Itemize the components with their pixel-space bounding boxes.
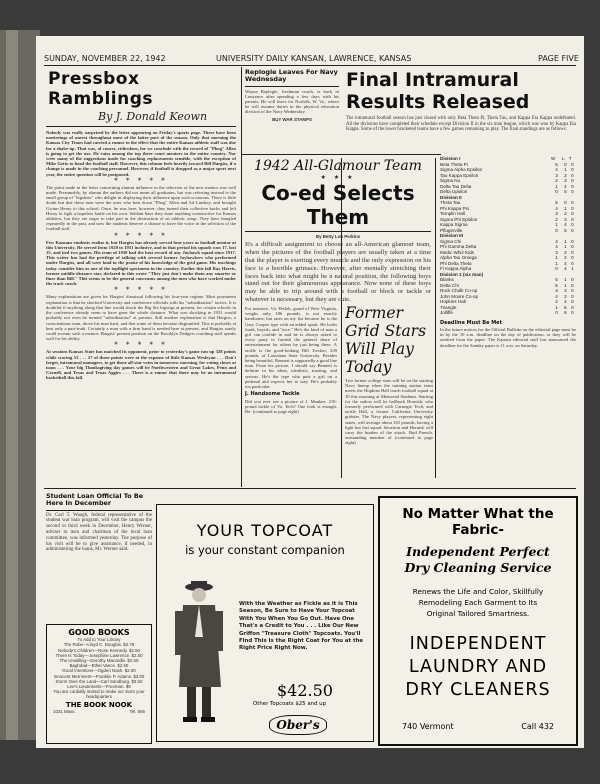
- standings-column: [440, 156, 576, 486]
- topcoat-other: Other Topcoats $25 and up: [253, 701, 327, 707]
- section-rule: [44, 488, 576, 489]
- separator-stars: * * * * *: [114, 176, 168, 185]
- obers-logo: Ober's: [269, 715, 327, 735]
- section-rule: [241, 154, 441, 155]
- book-listing: Lee's Lieutenants—Freeman. $5: [67, 684, 131, 690]
- glamour-text: Did you ever see a picture of J. Mankee, 210-pound tackle of Va. Tech? One look is enough. Be- (continued to page eight): [245, 398, 337, 415]
- glamour-kicker: 1942 All-Glamour Team: [254, 158, 422, 174]
- standings-row: John Moore Co-op 4 2 0: [440, 293, 574, 299]
- header-date: SUNDAY, NOVEMBER 22, 1942: [44, 54, 166, 63]
- separator-stars: * * * * *: [114, 231, 168, 240]
- topcoat-line1: YOUR TOPCOAT: [196, 521, 334, 540]
- standings-row: Kappa Sigma 1 4 0: [440, 222, 574, 227]
- deadline-headline: Deadline Must Be Met: [440, 319, 502, 326]
- standings-row: Fi Kappa Alpha 0 4 1: [440, 266, 574, 271]
- book-listing: Baghdad—Ethel Vance. $2.50: [69, 663, 129, 669]
- laundry-line1: No Matter What the Fabric-: [402, 506, 554, 538]
- book-listing: There Is Today—Josephine Lawrence. $2.50: [55, 652, 143, 658]
- books-list: [47, 642, 151, 699]
- separator-stars: * * * * *: [114, 341, 168, 350]
- intramural-intro: The intramural football season has just closed with only Beta Theta Pi, Theta Tau, and Kappa Eta Kappa undefeated. All the divisions have completed their schedule except Division II in the six man league, which was won by Kappa Eta Kappa. Some of the lower bracketed teams have a few games remaining to play. The final standings are as follows:: [346, 116, 576, 133]
- glamour-text: For instance, Vic Pesloh, guard of West Virginia, weighs only 186 pounds, is not exactly handsome, but rates on my list because he is the Gary Cooper type with an added spark. He looks frank, boyish, and "nice." He's the kind of man a girl can confide in and he is always asked to every party to furnish the general share of entertainment for others by just being there. A tackle is the good-looking Bill Trecker, 239 pounds, of Louisiana State University. Besides being beautiful, Bennett is supposedly a good line man. From his picture, I should say Bennett is definite in his ideas, idealistic, trusting, and serious. He's the type who puts a girl on a pedestal and expects her to stay. He's probably too particular.: [245, 306, 337, 390]
- separator-stars: * * * * *: [114, 286, 168, 295]
- books-store: THE BOOK NOOK: [65, 700, 133, 709]
- standings-row: Templin Hall 3 2 0: [440, 211, 574, 216]
- ramblings-paragraph: Few Kansans students realize it, but Hargiss has already served four years as football mentor at this University. He served from 1928 to 1931 inclusive, and in that period his squads won 17, lost 15, and tied two games. His team of 1930 had the best record of any Jayhawk squad since 1917. This writer has had the privilege of talking with several former Jayhawkers who performed under Hargiss, and all were loud in the praise of his knowledge of the grid game. His teachings today consider him as one of the topflight specimens in the country. Earlier this fall Ray Harris, former middle-distance star, declared in this wrote "They just don't make them any smarter or finer than Bill." This seems to be the general concensus among the men who have worked under the track coach.: [46, 239, 236, 287]
- standings-table: Division I W L T Beta Theta Pi 5 0 0 Sigma Alpha Epsilon 4 1 0 Tau Kappa Epsilon 3 2 0 Sigma Nu 2 3 0 Delta Tau Delta 1 4 0 Delta Upsilon 0 5 0 Division II Theta Tau 5 0 0 Phi Kappa Psi 4 1 0 Templin Hall 3 2 0 Sigma Phi Epsilon 2 3 0 Kappa Sigma 1 4 0 Pflugerville 0 5 0 Division III Sigma Chi 4 1 0 Phi Gamma Delta 4 1 0 Medic Whiz Kids 3 2 0 Alpha Tau Omega 1 2 0 Phi Delta Theta 1 4 0 Fi Kappa Alpha 0 4 1 Division 1 (six man) Blanks 5 1 0 Delta Chi 5 1 0 Rock Chalk Co-op 4 2 0 John Moore Co-op 4 2 0 Hopkins Hall 2 4 0 Triangle 1 5 0 Jolliffe 0 6 0: [440, 156, 576, 316]
- intramural-headline-block: [346, 69, 576, 153]
- standings-row: Hopkins Hall 2 4 0: [440, 299, 574, 304]
- topcoat-body: With the Weather as Fickle as it is This Season, Be Sure to Have Your Topcoat With You When You Go Out. Have One That's a Credit to You . . . Like Our New Griffon "Treasure Cloth" Topcoats. You'll Find This Is the Right Coat for You at the Right Price Right Now.: [239, 601, 364, 652]
- ramblings-rule: [46, 126, 236, 127]
- standings-row: Phi Delta Theta 1 4 0: [440, 260, 574, 266]
- replogle-body: Wayne Replogle, freshman coach, is back in Lawrence after spending a few days with his parents. He will leave for Norfolk, W. Va., where he will assume duties in the physical education division of the Navy Wednesday.: [245, 88, 339, 115]
- loan-headline: Student Loan Official To Be Here In December: [46, 493, 144, 508]
- book-listing: Nobody's Children—Rose Kennedy. $2.50: [57, 647, 141, 653]
- standings-row: Triangle 1 5 0: [440, 304, 574, 310]
- laundry-address: 740 Vermont: [402, 722, 454, 731]
- ramblings-byline: By J. Donald Keown: [98, 110, 208, 123]
- standings-row: Alpha Tau Omega 1 2 0: [440, 255, 574, 260]
- books-subtitle: To Add to Your Library: [77, 637, 121, 642]
- topcoat-ad: [156, 504, 374, 742]
- former-article: [345, 304, 433, 486]
- newspaper-page: [36, 36, 584, 748]
- standings-row: Sigma Alpha Epsilon 4 1 0: [440, 167, 574, 172]
- standings-row: Sigma Phi Epsilon 2 3 0: [440, 216, 574, 222]
- book-listing: Storm Over the Land—Carl Sandburg. $3.50: [55, 678, 143, 684]
- standings-row: Medic Whiz Kids 3 2 0: [440, 249, 574, 255]
- ramblings-column: [46, 69, 236, 486]
- glamour-subhead: J. Handsome Tackle: [245, 391, 300, 398]
- ramblings-title: Pressbox Ramblings: [48, 69, 153, 109]
- glamour-col-a: [245, 306, 337, 486]
- standings-row: Phi Gamma Delta 4 1 0: [440, 244, 574, 249]
- book-listing: The Unwilling—Dorothy Macardle. $2.50: [59, 658, 139, 664]
- former-headline: Former Grid Stars Will Play Today: [345, 304, 427, 376]
- laundry-phone: Call 432: [521, 722, 554, 731]
- deadline-body: In the future notices for the Official Bulletin on the editorial page must be in by the 10 a.m. deadline on the day of publication, or they will be omitted from the paper. The Kansan editorial staff has announced the deadline for the Sunday paper is 11 a.m. on Saturday.: [440, 326, 576, 348]
- books-title: GOOD BOOKS: [68, 628, 130, 637]
- book-listing: Good Intentions—Ogden Nash. $2.00: [62, 668, 136, 674]
- glamour-lead: It's a difficult assignment to choose an all-American glamour team, when the pictures of the football players are usually taken at a time that the player is exerting every muscle and the only expression on his face is a horrible grimace. However, after mentally stretching their faces back into what might be a natural position, the following boys stand out for their glamourous appearance. Now none of these boys may be able to trip around with a football or block or tackle or whatever is necessary, but they are cute.: [245, 241, 431, 303]
- column-rule: [435, 158, 436, 478]
- standings-row: Rock Chalk Co-op 4 2 0: [440, 288, 574, 293]
- topcoat-price: $42.50: [277, 681, 333, 700]
- standings-row: Delta Upsilon 0 5 0: [440, 189, 574, 194]
- bookstore-ad: [46, 624, 152, 744]
- book-listing: The Robe—Lloyd C. Douglas. $2.75: [63, 642, 135, 648]
- standings-row: Sigma Chi 4 1 0: [440, 238, 574, 244]
- ramblings-paragraph: The point made in the letter concerning alumni influence in the selection of the new mentor was well made. Presumably, by alumni the authors did not mean all graduates, but was referring instead to the small group of "bigshots" who delight in displaying their influence upon such occasions. There is little doubt but that these men were the ones who beat down "Phog" Allen and Ad Lindsey, and brought Gwinn Henry to this school. Once, he was here, however, they turned their collective backs and left Henry to fight a hopeless battle on his own. Seldom have they done anything constructive for Kansas athletics, but they are eager to take part in the destruction of an athletic setup. They have bungled repeatedly in the past, and now the students deserve a chance to have the voice in the selection of the football staff.: [46, 184, 236, 232]
- header-paper: UNIVERSITY DAILY KANSAN, LAWRENCE, KANSAS: [216, 54, 412, 63]
- topcoat-line2: is your constant companion: [185, 543, 345, 557]
- header-page: PAGE FIVE: [538, 54, 579, 63]
- standings-row: Beta Theta Pi 5 0 0: [440, 161, 574, 167]
- header-rule: [44, 65, 576, 66]
- standings-row: Blanks 5 1 0: [440, 277, 574, 282]
- standings-row: Delta Chi 5 1 0: [440, 282, 574, 288]
- former-body: Two former college stars will be on the starting Navy lineup when the training station team meets the Hopkins Hall touch football squad at 10 this morning at Memorial Stadium. Starting for the sailors will be halfback Hornish, who formerly performed with Carnegie Tech, and tackle Hall, a former California University gridster. The Navy players, representing eight states, will average about 165 pounds, having a light but fast squad. Secasion and Hornish will carry the burden of the attack. Bud French, outstanding member of (continued to page eight): [345, 378, 433, 446]
- laundry-ad: [378, 496, 578, 746]
- replogle-headline: Replogle Leaves For Navy Wednesday: [245, 69, 338, 84]
- war-stamps-slug: BUY WAR STAMPS: [272, 116, 312, 122]
- standings-row: Pflugerville 0 5 0: [440, 227, 574, 233]
- laundry-line2: Independent Perfect Dry Cleaning Service: [404, 544, 552, 575]
- standings-row: Delta Tau Delta 1 4 0: [440, 183, 574, 189]
- laundry-name: INDEPENDENT LAUNDRY AND DRY CLEANERS: [405, 634, 551, 700]
- standings-row: Phi Kappa Psi 4 1 0: [440, 205, 574, 211]
- glamour-byline: By Betty Lou Perkins: [315, 234, 361, 239]
- standings-row: Tau Kappa Epsilon 3 2 0: [440, 172, 574, 178]
- binding-edge: [0, 30, 40, 740]
- book-listing: Innocent Merriment—Franklin P. Adams. $3.00: [53, 673, 145, 679]
- loan-article: [46, 493, 152, 623]
- laundry-line3: Renews the Life and Color, Skillfully Remodeling Each Garment to Its Original Tailored Smartness.: [412, 587, 544, 618]
- intramural-headline: Final Intramural Results Released: [346, 69, 530, 113]
- books-tel: Tel. 666: [129, 708, 145, 714]
- standings-row: Jolliffe 0 6 0: [440, 310, 574, 315]
- man-in-topcoat-illustration: [169, 577, 233, 725]
- book-listing: You are cordially invited to make our store your headquarters: [53, 689, 145, 700]
- standings-row: Sigma Nu 2 3 0: [440, 178, 574, 183]
- replogle-article: [245, 69, 339, 153]
- column-rule: [241, 67, 242, 487]
- glamour-article: 1942 All-Glamour Team ★ ★ ★ Co-ed Selects Them By Betty Lou Perkins It's a difficult assignment to choose an all-American glamour team, when the pictures of the football players are usually taken at a time that the player is exerting every muscle and the only expression on his face is a horrible grimace. However, after mentally stretching their faces back into what might be a natural position, the following boys stand out for their glamourous appearance. Now none of these boys may be able to trip around with a football or block or tackle or whatever is necessary, but they are cute.: [245, 158, 431, 303]
- ramblings-paragraph: Many explanations are given for Hargiss' dismissal following his four-year regime. Most prominent explanation is that he shocked University and conference officials with his "subsidization" tactics. It is doubtful if anything along that line would shock the Big Six bigwigs at present, for certain schools in the conference already seem to have gone the whole distance. What was shocking in 1931 would probably not even be termed "subsidization" at present. Still another explanation is that Hargiss, a conscientious man, drove his men hard, and that some of them became disgruntled. This is probably at best only a part-truth. Certainly a man with a firm hand is needed here at present, and Hargiss surely could scream such a mentor. Hargiss' present position on the Brooklyn Dodgers coaching staff speaks well for his ability.: [46, 294, 236, 342]
- loan-body: Dr. Carl T. Waugh, federal representative of the student war loan program, will visit the campus the second or third week in December, Henry Werner, adviser to men and chairman of the local loan committee, was informed yesterday. The purpose of his visit will be to give assistance, if needed, in administering the loans, Mr. Werner said.: [46, 512, 152, 553]
- ramblings-paragraph: At sessions Kansas State has matched its opponent, prior to yesterday's game ran up 328 points while scoring 53 . . . 27 of those points were at the expense of little Kansas Wesleyan . . . Don't forget, intramural managers, to get those all-star votes in tomorrow morning, for voting closes at noon . . . Your big Thanksgiving day games will be Northwestern and Great Lakes, Penn and Cornell, and Texas and Texas Aggies . . . There is a rumor that there may be no intramural basketball this fall.: [46, 349, 236, 381]
- glamour-headline: Co-ed Selects Them: [261, 181, 415, 229]
- ramblings-paragraph: Nobody was really surprised by the letter appearing on Friday's sports page. There have been mutterings of unrest throughout most of the latter part of the season. Only that morning the Kansas City Times had carried a rumor to the effect that the entire Kansas athletic staff was due for a shake-up. That was, of course, ridiculous, for we conclude with the record of "Phog" Allen is going to get the axe. He rates among the top three court mentors in the entire country. Nor were many of the suggestions made for coaching replacements sensible, with the exception of Mike Getto to head the football staff. However, this column feels heavily toward Bill Hargiss, if a change is made in the coaching personnel. However, if football is dropped as a major sport next year, the entire question will be postponed.: [46, 130, 236, 177]
- standings-row: Theta Tau 5 0 0: [440, 200, 574, 205]
- books-address: 1031 Mass.: [53, 708, 76, 714]
